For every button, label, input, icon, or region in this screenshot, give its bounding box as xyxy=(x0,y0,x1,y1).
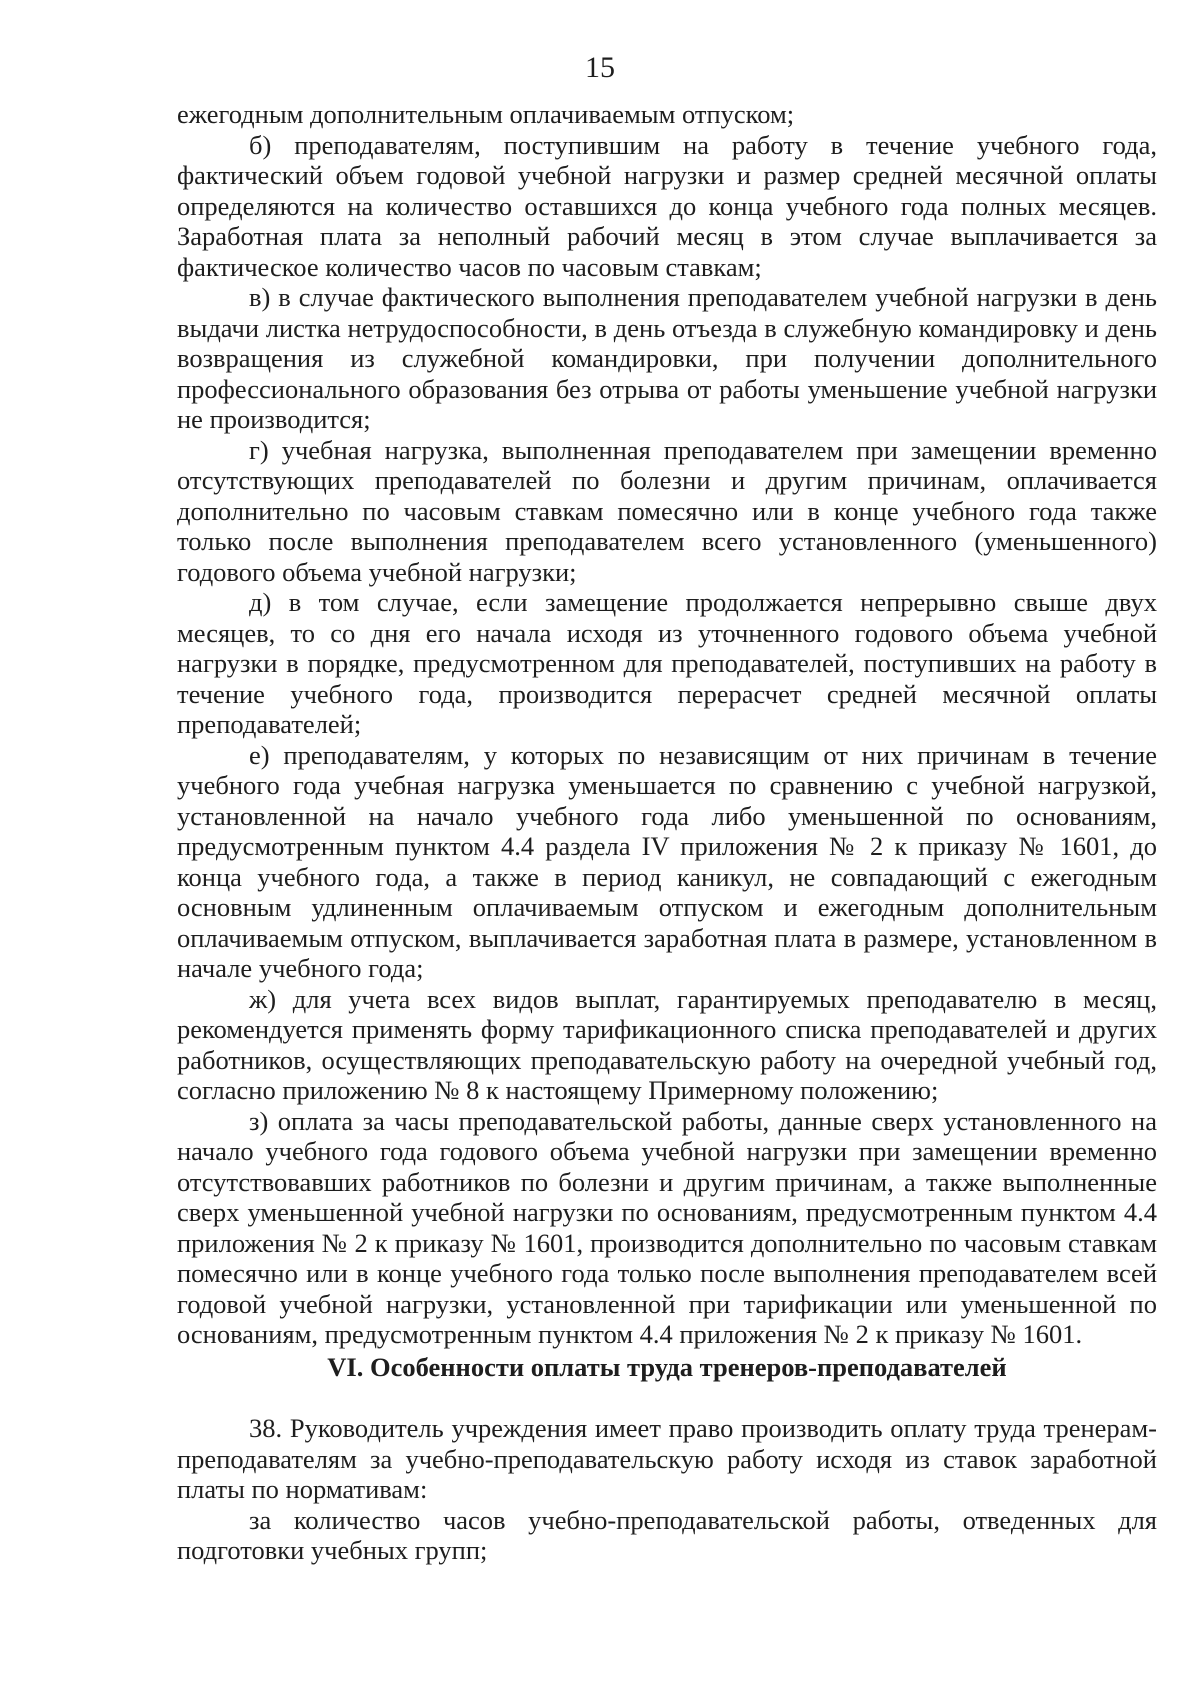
paragraph-item-e: е) преподавателям, у которых по независящим от них причинам в течение учебного года учебная нагрузка уменьшается по сравнению с учебной нагрузкой, установленной на начало учебного года либо уменьшенной по основаниям, предусмотренным пунктом 4.4 раздела IV приложения № 2 к приказу № 1601, до конца учебного года, а также в период каникул, не совпадающий с ежегодным основным удлиненным оплачиваемым отпуском и ежегодным дополнительным оплачиваемым отпуском, выплачивается заработная плата в размере, установленном в начале учебного года; xyxy=(177,739,1157,983)
paragraph-item-v: в) в случае фактического выполнения преподавателем учебной нагрузки в день выдачи листка нетрудоспособности, в день отъезда в служебную командировку и день возвращения из служебной командировки, при получении дополнительного профессионального образования без отрыва от работы уменьшение учебной нагрузки не производится; xyxy=(177,282,1157,434)
body-text xyxy=(177,99,1157,1350)
paragraph-38-item: за количество часов учебно-преподавательской работы, отведенных для подготовки учебных групп; xyxy=(177,1504,1157,1565)
paragraph-38: 38. Руководитель учреждения имеет право производить оплату труда тренерам-преподавателям за учебно-преподавательскую работу исходя из ставок заработной платы по нормативам: xyxy=(177,1413,1157,1504)
section-body xyxy=(177,1413,1157,1566)
paragraph-item-z: з) оплата за часы преподавательской работы, данные сверх установленного на начало учебного года годового объема учебной нагрузки при замещении временно отсутствовавших работников по болезни и другим причинам, а также выполненные сверх уменьшенной учебной нагрузки по основаниям, предусмотренным пунктом 4.4 приложения № 2 к приказу № 1601, производится дополнительно по часовым ставкам помесячно или в конце учебного года только после выполнения преподавателем всей годовой учебной нагрузки, установленной при тарификации или уменьшенной по основаниям, предусмотренным пунктом 4.4 приложения № 2 к приказу № 1601. xyxy=(177,1105,1157,1349)
paragraph-item-g: г) учебная нагрузка, выполненная преподавателем при замещении временно отсутствующих преподавателей по болезни и другим причинам, оплачивается дополнительно по часовым ставкам помесячно или в конце учебного года также только после выполнения преподавателем всего установленного (уменьшенного) годового объема учебной нагрузки; xyxy=(177,434,1157,587)
paragraph-item-zh: ж) для учета всех видов выплат, гарантируемых преподавателю в месяц, рекомендуется применять форму тарификационного списка преподавателей и других работников, осуществляющих преподавательскую работу на очередной учебный год, согласно приложению № 8 к настоящему Примерному положению; xyxy=(177,983,1157,1105)
paragraph-continuation: ежегодным дополнительным оплачиваемым отпуском; xyxy=(177,99,795,129)
paragraph-item-b: б) преподавателям, поступившим на работу в течение учебного года, фактический объем годовой учебной нагрузки и размер средней месячной оплаты определяются на количество оставшихся до конца учебного года полных месяцев. Заработная плата за неполный рабочий месяц в этом случае выплачивается за фактическое количество часов по часовым ставкам; xyxy=(177,129,1157,282)
page-number: 15 xyxy=(585,51,615,84)
paragraph-item-d: д) в том случае, если замещение продолжается непрерывно свыше двух месяцев, то со дня его начала исходя из уточненного годового объема учебной нагрузки в порядке, предусмотренном для преподавателей, поступивших на работу в течение учебного года, производится перерасчет средней месячной оплаты преподавателей; xyxy=(177,587,1157,739)
section-heading: VI. Особенности оплаты труда тренеров-преподавателей xyxy=(327,1352,1007,1382)
